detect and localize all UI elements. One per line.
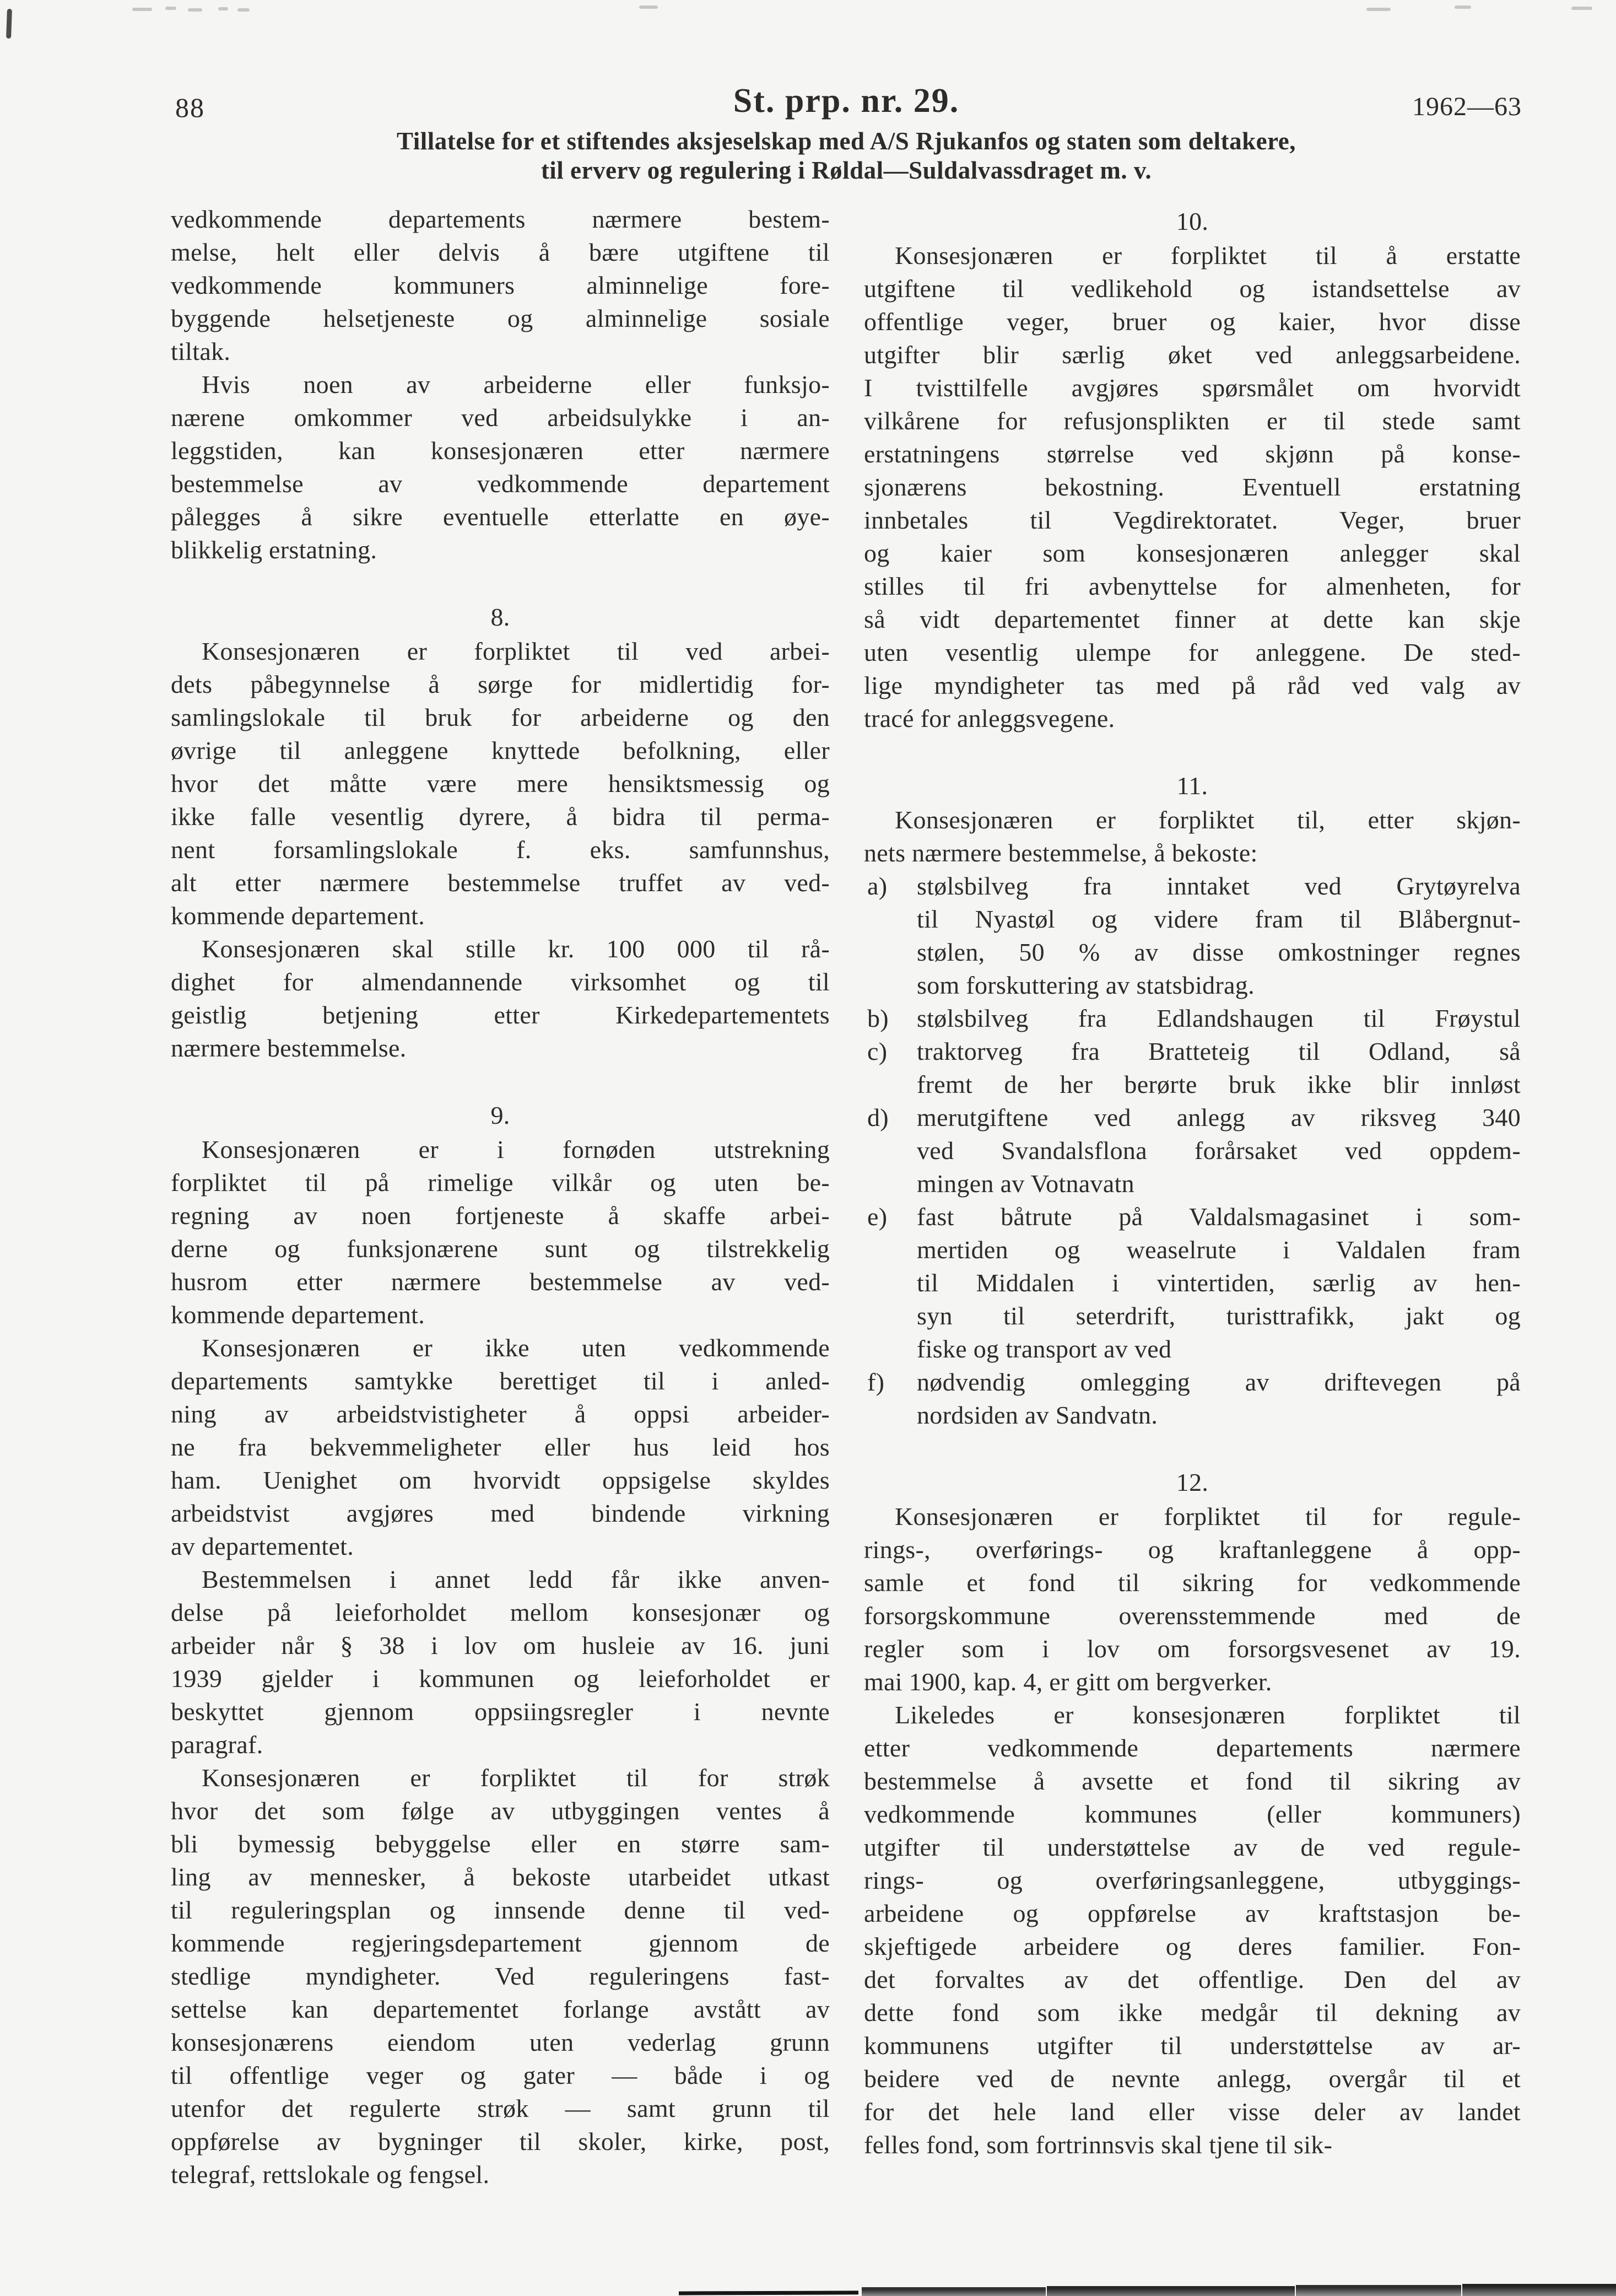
paragraph	[171, 635, 830, 933]
text-line: arbeider når § 38 i lov om husleie av 16. juni	[171, 1631, 830, 1659]
text-line: beidere ved de nevnte anlegg, overgår til et	[864, 2065, 1521, 2093]
text-line: regler som i lov om forsorgsvesenet av 19.	[864, 1635, 1521, 1663]
list-item	[864, 1366, 1521, 1432]
text-line: syn til seterdrift, turisttrafikk, jakt og	[917, 1302, 1521, 1330]
text-line: nødvendig omlegging av driftevegen på	[917, 1368, 1521, 1396]
text-line: etter vedkommende departements nærmere	[864, 1734, 1521, 1762]
text-line: skjeftigede arbeidere og deres familier. Fon-	[864, 1932, 1521, 1960]
text-line: samle et fond til sikring for vedkommende	[864, 1569, 1521, 1597]
paragraph	[171, 933, 830, 1065]
section-heading: 11.	[1176, 772, 1208, 800]
text-line: kommende regjeringsdepartement gjennom de	[171, 1929, 830, 1957]
scan-artifact-dash	[188, 8, 202, 12]
text-line: delse på leieforholdet mellom konsesjonær og	[171, 1598, 830, 1626]
text-line: utgifter blir særlig øket ved anleggsarbeidene.	[864, 341, 1521, 369]
text-line: til reguleringsplan og innsende denne til ved-	[171, 1896, 830, 1924]
page-number: 88	[175, 92, 205, 123]
text-line: rings- og overføringsanleggene, utbyggings-	[864, 1866, 1521, 1894]
text-line: til Middalen i vintertiden, særlig av hen-	[917, 1269, 1521, 1297]
text-line: merutgiftene ved anlegg av riksveg 340	[917, 1103, 1521, 1131]
text-line: samlingslokale til bruk for arbeiderne og den	[171, 703, 830, 731]
text-line: nærmere bestemmelse.	[171, 1034, 407, 1062]
text-line: til offentlige veger og gater — både i og	[171, 2061, 830, 2089]
scan-artifact-bottom-bar	[679, 2290, 858, 2295]
text-line: øvrige til anleggene knyttede befolkning, eller	[171, 736, 830, 764]
text-line: kommunens utgifter til understøttelse av ar-	[864, 2031, 1521, 2060]
text-line: fast båtrute på Valdalsmagasinet i som-	[917, 1203, 1521, 1231]
text-line: nærene omkommer ved arbeidsulykke i an-	[171, 403, 830, 432]
list-item	[864, 1002, 1521, 1035]
text-line: arbeidstvist avgjøres med bindende virkning	[171, 1499, 830, 1527]
list-item-marker: c)	[867, 1037, 888, 1065]
text-line: ling av mennesker, å bekoste utarbeidet utkast	[171, 1863, 830, 1891]
paragraph	[171, 1563, 830, 1761]
section-heading: 12.	[1176, 1468, 1209, 1496]
text-line: Konsesjonæren er forpliktet til å erstatte	[895, 241, 1521, 270]
text-line: Konsesjonæren skal stille kr. 100 000 til rå-	[202, 935, 830, 963]
text-line: av departementet.	[171, 1532, 354, 1560]
text-line: Konsesjonæren er ikke uten vedkommende	[202, 1334, 830, 1362]
text-line: forpliktet til på rimelige vilkår og uten be-	[171, 1168, 830, 1196]
text-line: forsorgskommune overensstemmende med de	[864, 1602, 1521, 1630]
paragraph	[171, 1761, 830, 2191]
text-line: nordsiden av Sandvatn.	[917, 1401, 1158, 1429]
text-line: mai 1900, kap. 4, er gitt om bergverker.	[864, 1668, 1272, 1696]
text-line: departements samtykke berettiget til i anled-	[171, 1367, 830, 1395]
subtitle-line: til erverv og regulering i Røldal—Suldalvassdraget m. v.	[541, 157, 1152, 184]
list-item-marker: d)	[867, 1103, 889, 1131]
text-line: offentlige veger, bruer og kaier, hvor disse	[864, 308, 1521, 336]
scan-artifact-bottom-bar	[1047, 2286, 1295, 2296]
list-item	[864, 1101, 1521, 1200]
text-line: mertiden og weaselrute i Valdalen fram	[917, 1236, 1521, 1264]
document-title: St. prp. nr. 29.	[733, 82, 960, 120]
text-column-right	[864, 203, 1521, 2162]
list-item	[864, 1200, 1521, 1366]
scan-artifact-dash	[165, 7, 176, 10]
text-line: traktorveg fra Bratteteig til Odland, så	[917, 1037, 1521, 1065]
text-line: Konsesjonæren er forpliktet til, etter skjøn-	[895, 806, 1521, 834]
text-line: pålegges å sikre eventuelle etterlatte en øye-	[171, 503, 830, 531]
scan-artifact-bottom-bar	[862, 2287, 1046, 2296]
text-line: blikkelig erstatning.	[171, 536, 377, 564]
text-line: felles fond, som fortrinnsvis skal tjene til sik-	[864, 2131, 1333, 2159]
text-line: leggstiden, kan konsesjonæren etter nærmere	[171, 436, 830, 465]
text-line: bli bymessig bebyggelse eller en større sam-	[171, 1830, 830, 1858]
text-line: ne fra bekvemmeligheter eller hus leid hos	[171, 1433, 830, 1461]
paragraph	[171, 1133, 830, 1332]
list-item-marker: a)	[867, 872, 888, 900]
paragraph	[171, 203, 830, 368]
text-line: oppførelse av bygninger til skoler, kirke, post,	[171, 2127, 830, 2155]
scan-artifact-dash	[132, 8, 152, 11]
text-line: konsesjonærens eiendom uten vederlag grunn	[171, 2028, 830, 2056]
text-line: nent forsamlingslokale f. eks. samfunnshus,	[171, 836, 830, 864]
paragraph	[171, 1332, 830, 1563]
text-line: erstatningens størrelse ved skjønn på konse-	[864, 440, 1521, 468]
text-line: mingen av Votnavatn	[917, 1169, 1134, 1198]
text-line: kommende departement.	[171, 1301, 425, 1329]
text-line: utenfor det regulerte strøk — samt grunn til	[171, 2094, 830, 2122]
text-line: og kaier som konsesjonæren anlegger skal	[864, 539, 1521, 567]
text-line: melse, helt eller delvis å bære utgiftene til	[171, 238, 830, 266]
text-line: paragraf.	[171, 1731, 263, 1759]
text-line: det forvaltes av det offentlige. Den del av	[864, 1965, 1521, 1993]
list-item-marker: e)	[867, 1203, 888, 1231]
scan-artifact-dash	[218, 7, 228, 10]
text-line: dighet for almendannende virksomhet og til	[171, 968, 830, 996]
text-line: stilles til fri avbenyttelse for almenheten, for	[864, 572, 1521, 600]
paragraph	[171, 368, 830, 567]
text-line: 1939 gjelder i kommunen og leieforholdet er	[171, 1664, 830, 1693]
text-line: telegraf, rettslokale og fengsel.	[171, 2160, 490, 2189]
list-item	[864, 1035, 1521, 1101]
text-line: Konsesjonæren er forpliktet til ved arbei-	[202, 637, 830, 665]
text-line: ning av arbeidstvistigheter å oppsi arbeider-	[171, 1400, 830, 1428]
text-line: kommende departement.	[171, 902, 425, 930]
text-column-left	[171, 203, 830, 2191]
text-line: derne og funksjonærene sunt og tilstrekkelig	[171, 1235, 830, 1263]
scan-artifact-dash	[1455, 6, 1471, 9]
list-item	[864, 870, 1521, 1002]
section-heading: 9.	[490, 1101, 510, 1129]
text-line: alt etter nærmere bestemmelse truffet av ved-	[171, 869, 830, 897]
text-line: tracé for anleggsvegene.	[864, 704, 1115, 732]
text-line: husrom etter nærmere bestemmelse av ved-	[171, 1268, 830, 1296]
text-line: settelse kan departementet forlange avstått av	[171, 1995, 830, 2023]
text-line: I tvisttilfelle avgjøres spørsmålet om hvorvidt	[864, 374, 1521, 402]
text-line: som forskuttering av statsbidrag.	[917, 971, 1255, 999]
edition-year: 1962—63	[1412, 92, 1522, 121]
text-line: tiltak.	[171, 337, 231, 365]
section-heading: 10.	[1176, 207, 1209, 235]
text-line: ikke falle vesentlig dyrere, å bidra til perma-	[171, 802, 830, 831]
text-line: utgifter til understøttelse av de ved regule-	[864, 1833, 1521, 1861]
text-line: innbetales til Vegdirektoratet. Veger, bruer	[864, 506, 1521, 534]
paragraph	[864, 804, 1521, 870]
text-line: så vidt departementet finner at dette kan skje	[864, 605, 1521, 633]
scan-artifact-bottom-bar	[1296, 2285, 1461, 2296]
text-line: bestemmelse å avsette et fond til sikring av	[864, 1767, 1521, 1795]
scan-artifact-tick	[6, 9, 12, 39]
text-line: Bestemmelsen i annet ledd får ikke anven-	[202, 1565, 830, 1593]
text-line: Konsesjonæren er i fornøden utstrekning	[202, 1135, 830, 1163]
text-line: hvor det måtte være mere hensiktsmessig og	[171, 769, 830, 797]
text-line: arbeidene og oppførelse av kraftstasjon be-	[864, 1899, 1521, 1927]
paragraph	[864, 1500, 1521, 1699]
document-subtitle	[143, 127, 1549, 185]
scan-artifact-dash	[237, 8, 250, 12]
section-heading: 8.	[490, 603, 510, 631]
text-line: lige myndigheter tas med på råd ved valg av	[864, 671, 1521, 699]
text-line: fremt de her berørte bruk ikke blir innløst	[917, 1070, 1521, 1098]
text-line: stedlige myndigheter. Ved reguleringens fast-	[171, 1962, 830, 1990]
text-line: ham. Uenighet om hvorvidt oppsigelse skyldes	[171, 1466, 830, 1494]
text-line: utgiftene til vedlikehold og istandsettelse av	[864, 274, 1521, 303]
text-line: sjonærens bekostning. Eventuell erstatning	[864, 473, 1521, 501]
paragraph	[864, 1699, 1521, 2162]
text-line: geistlig betjening etter Kirkedepartementets	[171, 1001, 830, 1029]
text-line: ved Svandalsflona forårsaket ved oppdem-	[917, 1136, 1521, 1165]
text-line: uten vesentlig ulempe for anleggene. De sted-	[864, 638, 1521, 666]
scan-artifact-dash	[1366, 8, 1391, 11]
text-line: bestemmelse av vedkommende departement	[171, 470, 830, 498]
text-line: Hvis noen av arbeiderne eller funksjo-	[202, 370, 830, 398]
text-line: Likeledes er konsesjonæren forpliktet til	[895, 1701, 1521, 1729]
text-line: beskyttet gjennom oppsiingsregler i nevnte	[171, 1697, 830, 1726]
text-line: for det hele land eller visse deler av landet	[864, 2098, 1521, 2126]
text-line: stølen, 50 % av disse omkostninger regnes	[917, 938, 1521, 966]
text-line: vedkommende departements nærmere bestem-	[171, 205, 830, 233]
text-line: vedkommende kommuners alminnelige fore-	[171, 271, 830, 299]
paragraph	[864, 239, 1521, 735]
text-line: til Nyastøl og videre fram til Blåbergnut-	[917, 905, 1521, 933]
text-line: hvor det som følge av utbyggingen ventes å	[171, 1797, 830, 1825]
text-line: dette fond som ikke medgår til dekning av	[864, 1998, 1521, 2026]
text-line: fiske og transport av ved	[917, 1335, 1172, 1363]
text-line: stølsbilveg fra inntaket ved Grytøyrelva	[917, 872, 1521, 900]
text-line: rings-, overførings- og kraftanleggene å opp-	[864, 1535, 1521, 1564]
scan-artifact-bottom-bar	[1462, 2284, 1616, 2296]
text-line: Konsesjonæren er forpliktet til for strøk	[202, 1764, 830, 1792]
list-item-marker: b)	[867, 1004, 889, 1032]
text-line: dets påbegynnelse å sørge for midlertidig for-	[171, 670, 830, 698]
scan-artifact-dash	[639, 6, 658, 9]
text-line: regning av noen fortjeneste å skaffe arbei-	[171, 1201, 830, 1230]
text-line: vilkårene for refusjonsplikten er til stede samt	[864, 407, 1521, 435]
text-line: byggende helsetjeneste og alminnelige sosiale	[171, 304, 830, 332]
scan-artifact-dash	[1571, 7, 1592, 10]
text-line: Konsesjonæren er forpliktet til for regule-	[895, 1502, 1521, 1530]
text-line: nets nærmere bestemmelse, å bekoste:	[864, 839, 1258, 867]
text-line: stølsbilveg fra Edlandshaugen til Frøystul	[917, 1004, 1521, 1032]
text-line: vedkommende kommunes (eller kommuners)	[864, 1800, 1521, 1828]
list-item-marker: f)	[867, 1368, 885, 1396]
subtitle-line: Tillatelse for et stiftendes aksjeselskap med A/S Rjukanfos og staten som deltakere,	[397, 127, 1296, 155]
